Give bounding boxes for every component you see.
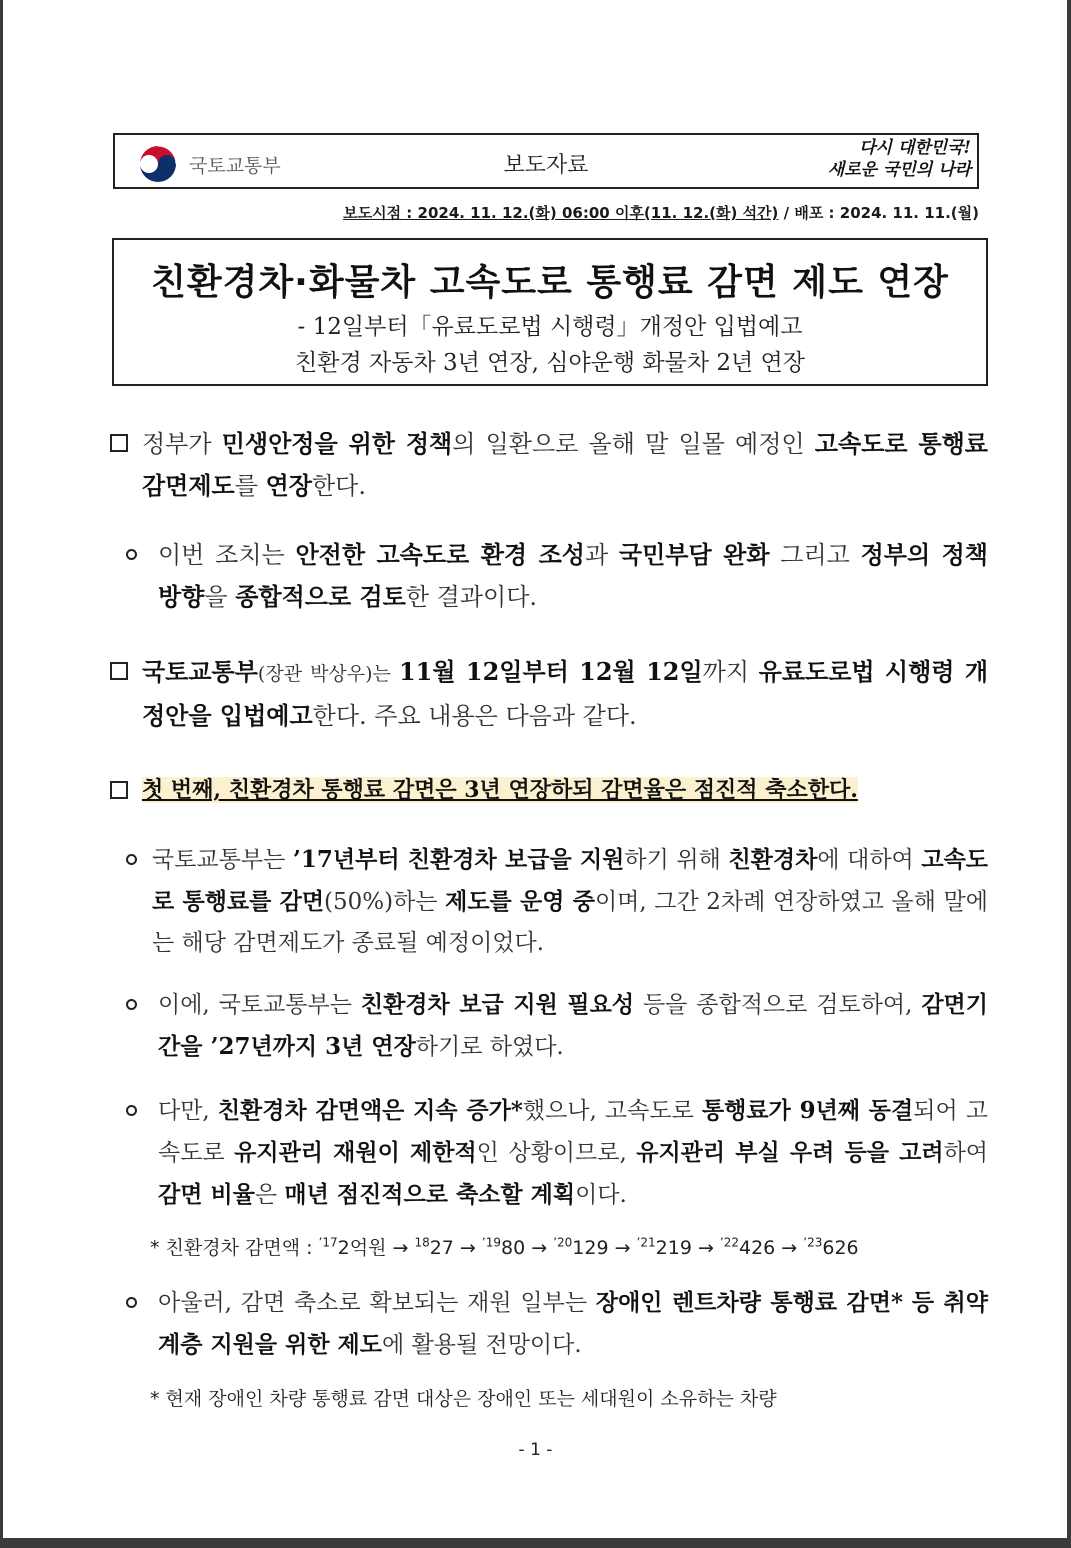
slogan-line-2: 새로운 국민의 나라	[827, 160, 971, 180]
release-time: 보도시점 : 2024. 11. 12.(화) 06:00 이후(11. 12.(화) 석간)	[343, 204, 779, 222]
checkbox-bullet-icon	[110, 662, 128, 680]
main-title: 친환경차·화물차 고속도로 통행료 감면 제도 연장	[151, 262, 949, 303]
checkbox-bullet-icon	[110, 434, 128, 452]
paragraph-6: 이에, 국토교통부는 친환경차 보급 지원 필요성 등을 종합적으로 검토하여, 감면기간을 ’27년까지 3년 연장하기로 하였다.	[158, 991, 988, 1060]
footnote-disabled-vehicle: * 현재 장애인 차량 통행료 감면 대상은 장애인 또는 세대원이 소유하는 차량	[150, 1388, 777, 1410]
paragraph-8: 아울러, 감면 축소로 확보되는 재원 일부는 장애인 렌트차량 통행료 감면* 등 취약계층 지원을 위한 제도에 활용될 전망이다.	[158, 1289, 988, 1358]
paragraph-2: 이번 조치는 안전한 고속도로 환경 조성과 국민부담 완화 그리고 정부의 정책 방향을 종합적으로 검토한 결과이다.	[158, 540, 988, 611]
checkbox-bullet-icon	[110, 781, 128, 799]
slogan-line-1: 다시 대한민국!	[859, 138, 971, 158]
document-type: 보도자료	[503, 153, 589, 178]
title-box	[112, 238, 988, 386]
page-border-right	[1067, 0, 1071, 1548]
circle-bullet-icon	[126, 1297, 137, 1308]
circle-bullet-icon	[126, 854, 137, 865]
subtitle-1: - 12일부터「유료도로법 시행령」개정안 입법예고	[297, 314, 803, 340]
footnote-eco-car-reduction: * 친환경차 감면액 : $^{’17}$2억원 → $^{18}$27 → $^{’19}$80 → $^{’20}$129 → $^{’21}$219 → $^{’22}$426 → $^{’23}$626	[150, 1235, 859, 1259]
circle-bullet-icon	[126, 549, 137, 560]
page-border-bottom	[0, 1538, 1071, 1548]
circle-bullet-icon	[126, 1105, 137, 1116]
subtitle-2: 친환경 자동차 3년 연장, 심야운행 화물차 2년 연장	[295, 350, 805, 376]
paragraph-5: 국토교통부는 ’17년부터 친환경차 보급을 지원하기 위해 친환경차에 대하여 고속도로 통행료를 감면(50%)하는 제도를 운영 중이며, 그간 2차례 연장하였고 올해 말에는 해당 감면제도가 종료될 예정이었다.	[152, 846, 989, 956]
paragraph-3: 국토교통부(장관 박상우)는 11월 12일부터 12월 12일까지 유료도로법 시행령 개정안을 입법예고한다. 주요 내용은 다음과 같다.	[142, 657, 989, 730]
page-number: - 1 -	[518, 1440, 553, 1460]
paragraph-1: 정부가 민생안정을 위한 정책의 일환으로 올해 말 일몰 예정인 고속도로 통행료 감면제도를 연장한다.	[142, 429, 988, 500]
circle-bullet-icon	[126, 999, 137, 1010]
page-border-left	[0, 0, 3, 1548]
government-slogan	[828, 137, 971, 181]
release-info	[0, 202, 979, 223]
distribution-date: / 배포 : 2024. 11. 11.(월)	[778, 204, 979, 222]
ministry-name: 국토교통부	[189, 154, 281, 177]
paragraph-7: 다만, 친환경차 감면액은 지속 증가*했으나, 고속도로 통행료가 9년째 동결되어 고속도로 유지관리 재원이 제한적인 상황이므로, 유지관리 부실 우려 등을 고려하여 감면 비율은 매년 점진적으로 축소할 계획이다.	[158, 1097, 988, 1208]
paragraph-4-highlight: 첫 번째, 친환경차 통행료 감면은 3년 연장하되 감면율은 점진적 축소한다.	[142, 777, 858, 803]
press-release-header	[113, 133, 979, 189]
